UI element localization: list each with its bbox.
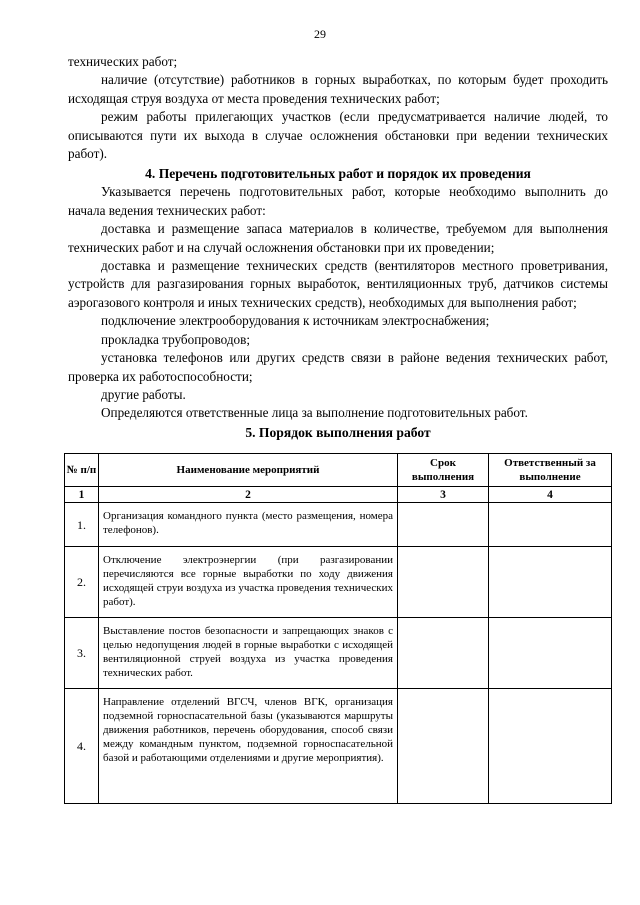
section-4-title: 4. Перечень подготовительных работ и порядок их проведения	[145, 166, 531, 182]
header-number: № п/п	[65, 454, 99, 487]
paragraph: установка телефонов или других средств связи в районе ведения технических работ, проверка их работоспособности;	[68, 350, 608, 384]
paragraph: наличие (отсутствие) работников в горных выработках, по которым будет проходить исходящая струя воздуха от места проведения технических работ;	[68, 72, 608, 106]
paragraph: другие работы.	[101, 386, 186, 402]
row-responsible	[489, 547, 612, 618]
row-term	[398, 503, 489, 547]
row-responsible	[489, 618, 612, 689]
paragraph: Определяются ответственные лица за выполнение подготовительных работ.	[101, 405, 528, 421]
table-index-row	[65, 487, 612, 503]
work-order-table	[64, 453, 612, 804]
paragraph: прокладка трубопроводов;	[101, 331, 251, 347]
table-header-row	[65, 454, 612, 487]
document-body	[68, 53, 608, 442]
row-term	[398, 618, 489, 689]
paragraph: Указывается перечень подготовительных работ, которые необходимо выполнить до начала ведения технических работ:	[68, 184, 608, 218]
header-measure-name: Наименование мероприятий	[99, 454, 398, 487]
paragraph: доставка и размещение технических средств (вентиляторов местного проветривания, устройств для разгазирования горных выработок, вентиляционных труб, датчиков системы аэрогазового контроля и иных технических средств), необходимых для выполнения работ;	[68, 258, 608, 310]
row-responsible	[489, 689, 612, 804]
table-row	[65, 689, 612, 804]
table-row	[65, 503, 612, 547]
paragraph: режим работы прилегающих участков (если предусматривается наличие людей, то описываются пути их выхода в случае осложнения обстановки при ведении технических работ).	[68, 109, 608, 162]
row-number: 2.	[65, 547, 99, 618]
row-number: 1.	[65, 503, 99, 547]
header-term: Срок выполнения	[398, 454, 489, 487]
table-row	[65, 547, 612, 618]
index-cell: 4	[489, 487, 612, 503]
paragraph: подключение электрооборудования к источникам электроснабжения;	[101, 313, 490, 329]
table-row	[65, 618, 612, 689]
row-measure: Отключение электроэнергии (при разгазировании перечисляются все горные выработки по ходу движения исходящей струи воздуха из участка проведения технических работ).	[99, 547, 398, 618]
row-number: 4.	[65, 689, 99, 804]
row-term	[398, 689, 489, 804]
index-cell: 1	[65, 487, 99, 503]
index-cell: 2	[99, 487, 398, 503]
row-responsible	[489, 503, 612, 547]
row-measure: Организация командного пункта (место размещения, номера телефонов).	[99, 503, 398, 547]
paragraph: доставка и размещение запаса материалов в количестве, требуемом для выполнения технических работ и на случай осложнения обстановки при их проведении;	[68, 221, 608, 255]
row-number: 3.	[65, 618, 99, 689]
page-number: 29	[314, 27, 326, 41]
row-measure: Выставление постов безопасности и запрещающих знаков с целью недопущения людей в горные выработки с исходящей вентиляционной струей воздуха из участка проведения технических работ.	[99, 618, 398, 689]
row-term	[398, 547, 489, 618]
row-measure: Направление отделений ВГСЧ, членов ВГК, организация подземной горноспасательной базы (указываются маршруты движения работников, перечень оборудования, способ связи между командным пунктом, подземной горноспасательной базой и работающими отделениями и другие мероприятия).	[99, 689, 398, 804]
section-5-title: 5. Порядок выполнения работ	[245, 424, 431, 440]
index-cell: 3	[398, 487, 489, 503]
header-responsible: Ответственный за выполнение	[489, 454, 612, 487]
paragraph: технических работ;	[68, 54, 178, 69]
